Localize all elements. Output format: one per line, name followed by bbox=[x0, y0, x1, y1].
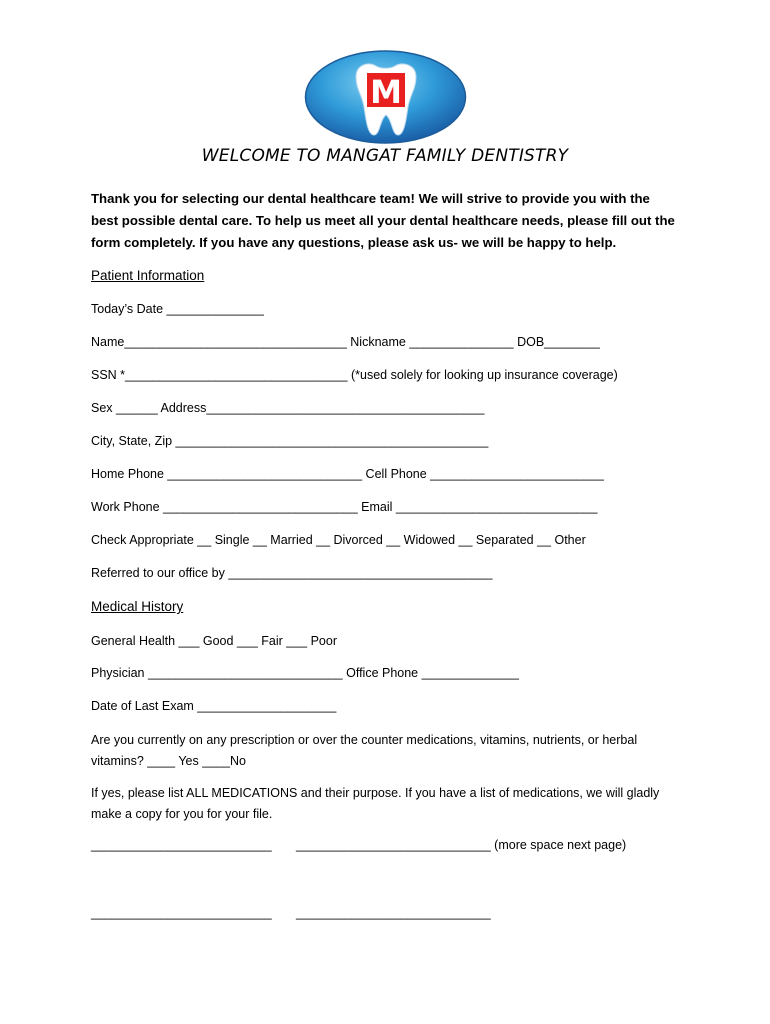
logo-letter: M bbox=[370, 73, 402, 111]
physician-row[interactable]: Physician ____________________________ Office Phone ______________ bbox=[91, 666, 519, 680]
medications-entry-line[interactable]: __________________________ ____________________________ (more space next page) bbox=[91, 838, 627, 852]
medications-entry-line[interactable]: __________________________ ____________________________ bbox=[91, 906, 491, 920]
medications-line: If yes, please list ALL MEDICATIONS and their purpose. If you have a list of medications, we will gladly bbox=[91, 786, 660, 800]
medical-history-heading: Medical History bbox=[91, 599, 184, 614]
todays-date-field[interactable]: Today’s Date ______________ bbox=[91, 302, 264, 316]
prescription-line[interactable]: vitamins? ____ Yes ____No bbox=[91, 753, 246, 768]
name-field-row[interactable]: Name________________________________ Nickname _______________ DOB________ bbox=[91, 335, 600, 349]
referred-by-field[interactable]: Referred to our office by ______________________________________ bbox=[91, 566, 493, 580]
page-title: WELCOME TO MANGAT FAMILY DENTISTRY bbox=[201, 146, 569, 166]
prescription-question[interactable] bbox=[91, 730, 691, 771]
medications-line: make a copy for you for your file. bbox=[91, 806, 273, 821]
marital-status-row[interactable]: Check Appropriate __ Single __ Married __ Divorced __ Widowed __ Separated __ Other bbox=[91, 533, 586, 547]
dentistry-logo bbox=[304, 49, 467, 145]
city-state-zip-field[interactable]: City, State, Zip _____________________________________________ bbox=[91, 434, 489, 448]
sex-address-row[interactable]: Sex ______ Address________________________________________ bbox=[91, 401, 485, 415]
last-exam-field[interactable]: Date of Last Exam ____________________ bbox=[91, 699, 337, 713]
general-health-row[interactable]: General Health ___ Good ___ Fair ___ Poor bbox=[91, 634, 337, 648]
work-phone-email-row[interactable]: Work Phone ____________________________ Email _____________________________ bbox=[91, 500, 598, 514]
intro-paragraph bbox=[91, 188, 691, 254]
prescription-line: Are you currently on any prescription or over the counter medications, vitamins, nutrients, or herbal bbox=[91, 733, 638, 747]
patient-information-heading: Patient Information bbox=[91, 268, 205, 283]
ssn-field[interactable]: SSN *________________________________ (*used solely for looking up insurance coverage) bbox=[91, 368, 618, 382]
intro-line: best possible dental care. To help us meet all your dental healthcare needs, please fill out the bbox=[91, 213, 675, 228]
intro-line: form completely. If you have any questions, please ask us- we will be happy to help. bbox=[91, 235, 617, 250]
medications-instructions bbox=[91, 783, 691, 824]
intro-line: Thank you for selecting our dental healthcare team! We will strive to provide you with the bbox=[91, 191, 650, 206]
phone-row[interactable]: Home Phone ____________________________ Cell Phone _________________________ bbox=[91, 467, 604, 481]
